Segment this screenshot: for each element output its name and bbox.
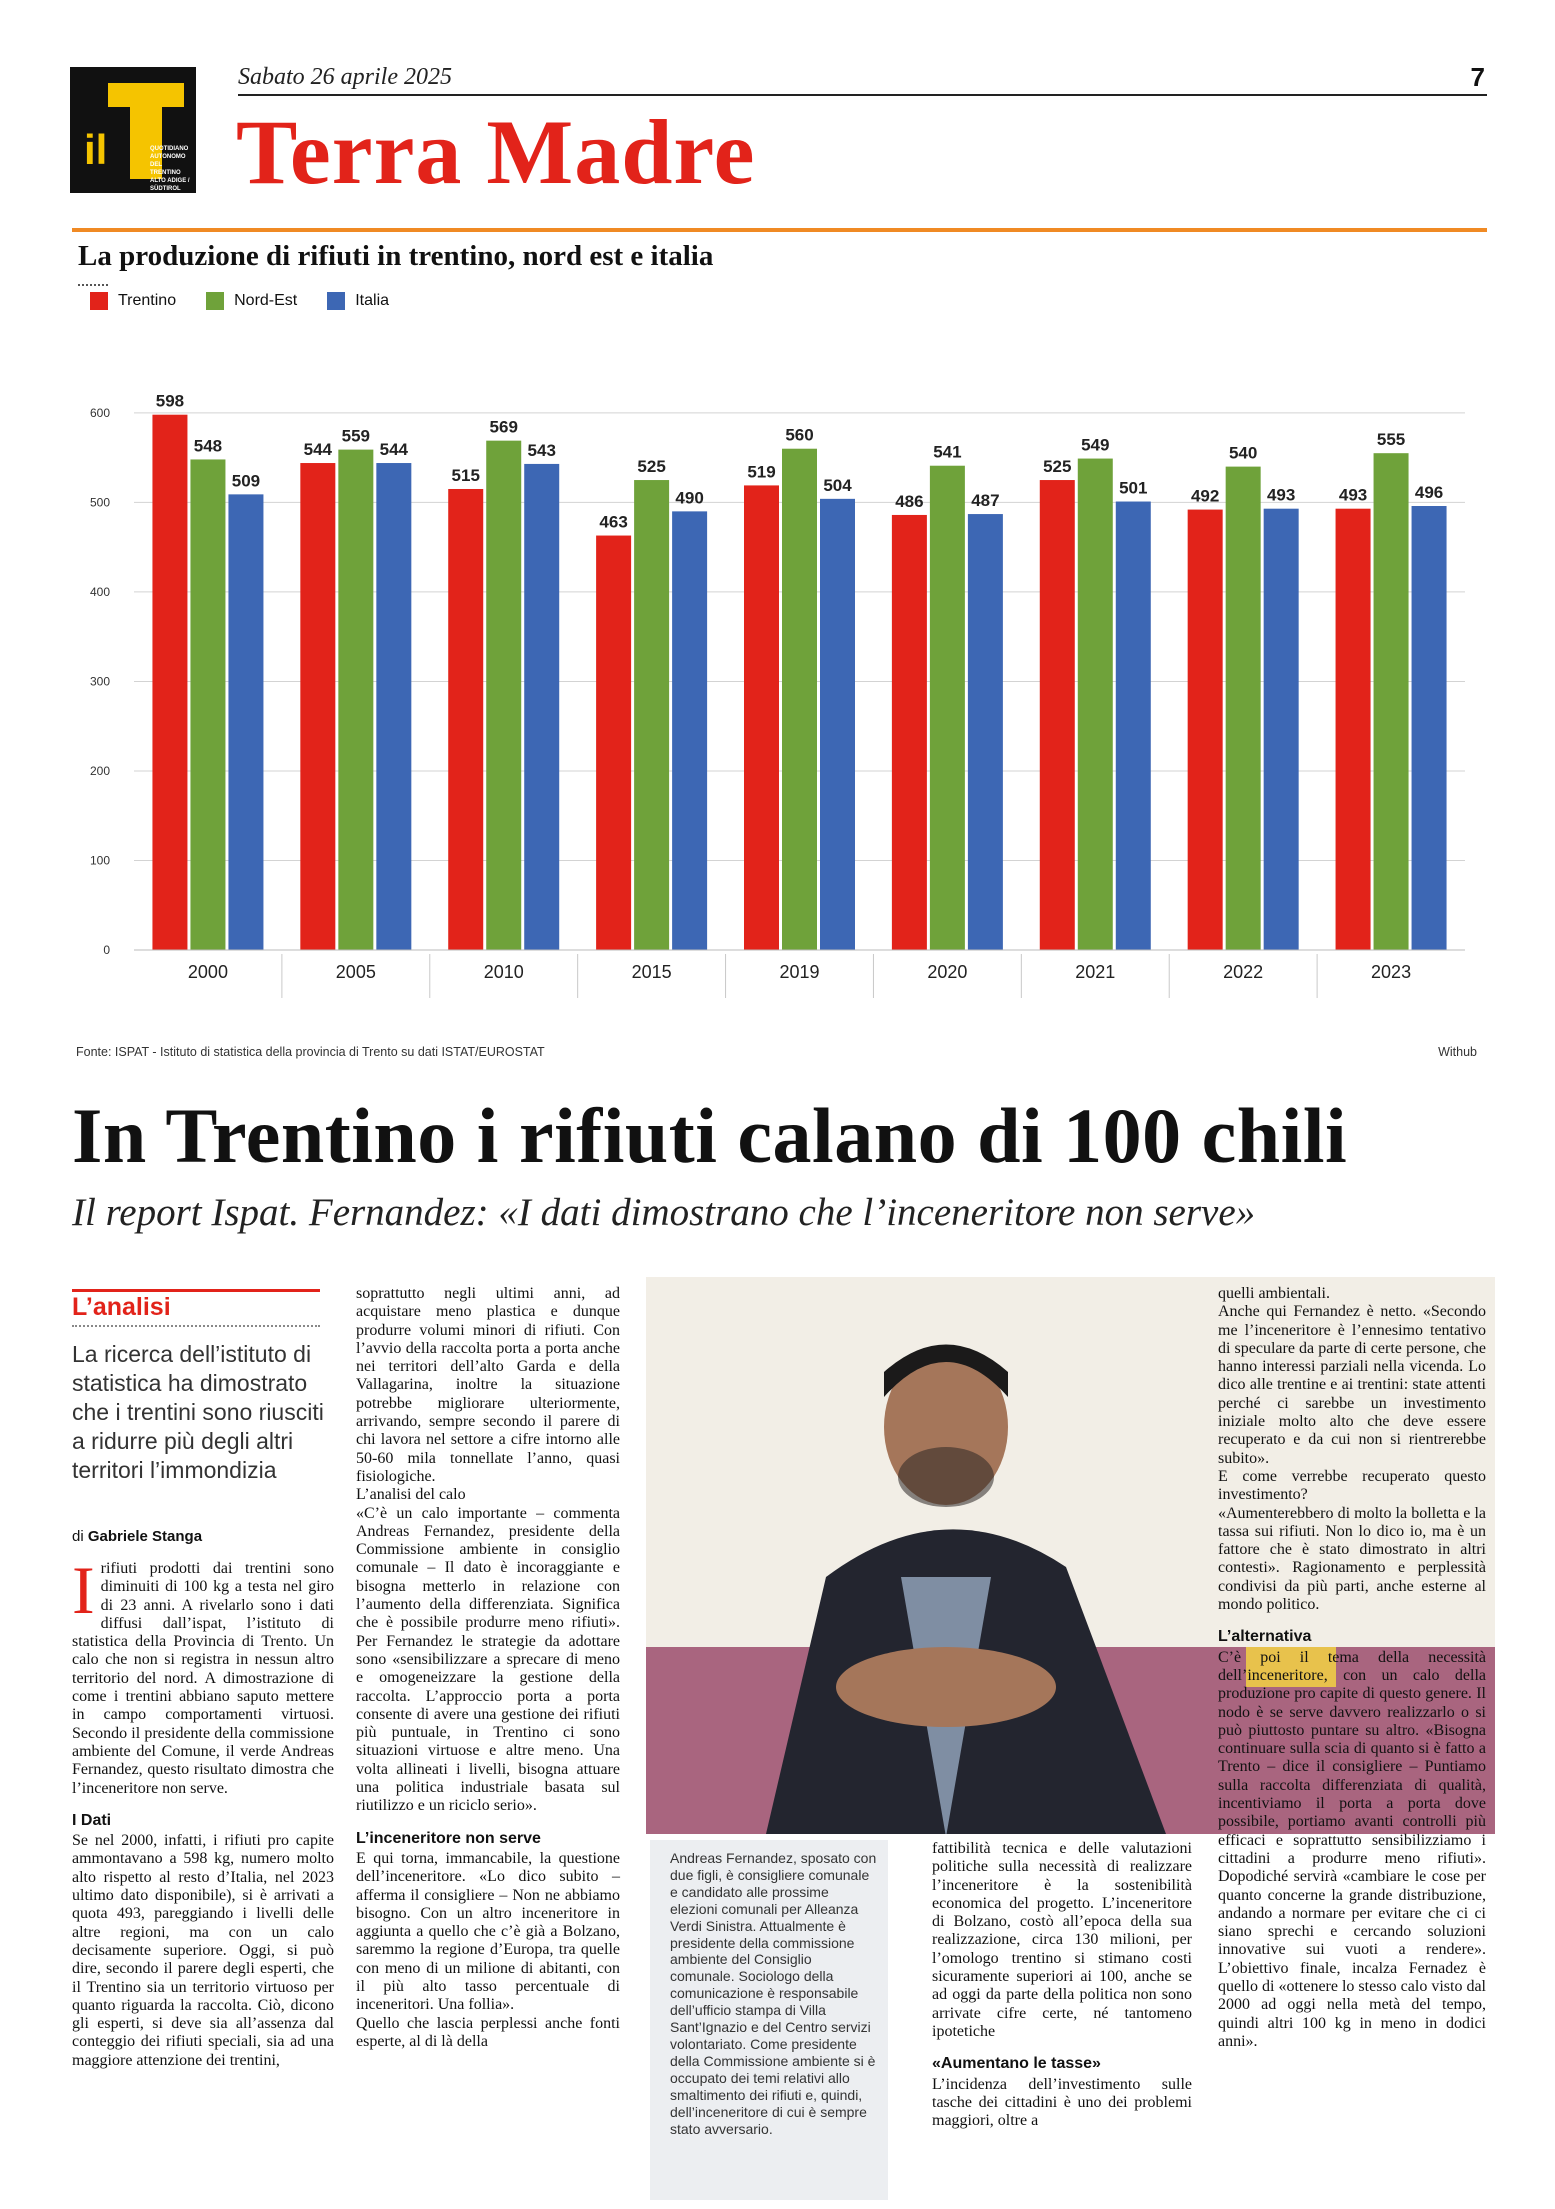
subheading: I Dati [72,1811,112,1829]
page-number: 7 [1470,62,1485,92]
bar-nord-est-2022 [1226,467,1261,950]
article-column-3 [932,1840,1192,2130]
data-label: 541 [933,442,962,462]
bar-nord-est-2021 [1078,459,1113,950]
data-label: 515 [451,465,480,485]
y-tick-label: 100 [89,853,110,868]
x-tick-label: 2005 [335,962,376,982]
bar-nord-est-2023 [1374,453,1409,950]
paragraph: Anche qui Fernandez è netto. «Secondo me l’inceneritore è l’ennesimo tentativo di speculare da parte di certe persone, che hanno interessi parziali nella vicenda. Lo dico alle trentine e ai trentini: state attenti perché ci sarebbe un investimento iniziale molto alto che deve essere recuperato e da cui non si rientrerebbe subito». [1218,1303,1486,1467]
legend-item-trentino [90,292,176,310]
data-label: 501 [1119,478,1148,498]
bar-nord-est-2015 [634,480,669,950]
analisi-rule [72,1289,320,1292]
x-tick-label: 2019 [779,962,820,982]
data-label: 549 [1081,435,1110,455]
subheading: L’inceneritore non serve [356,1829,541,1847]
x-tick-label: 2023 [1371,962,1412,982]
bar-nord-est-2000 [190,459,225,950]
paragraph: E qui torna, immancabile, la questione dell’inceneritore. «Lo dico subito – afferma il consigliere – Non ne abbiamo bisogno. Con un altro inceneritore in aggiunta a quello che c’è già a Bolzano, saremmo la regione d’Europa, tra quelle con meno di un milione di abitanti, con il più alto tasso percentuale di inceneritori. Una follia». [356,1849,620,2014]
data-label: 490 [675,488,704,508]
data-label: 492 [1190,486,1220,506]
data-label: 487 [971,491,1000,511]
logo-il: il [84,126,108,173]
headline: In Trentino i rifiuti calano di 100 chili [72,1092,1348,1179]
data-label: 544 [379,440,409,460]
paragraph: L’incidenza dell’investimento sulle tasche dei cittadini è uno dei problemi maggiori, oltre a [932,2075,1192,2130]
dotted-divider [78,284,108,286]
data-label: 519 [747,462,776,482]
paragraph: quelli ambientali. [1218,1285,1330,1302]
byline [72,1528,202,1545]
newspaper-logo [70,67,196,193]
data-label: 493 [1266,485,1296,505]
article-column-1 [72,1552,334,2070]
subheading: «Aumentano le tasse» [932,2055,1101,2073]
bar-nord-est-2019 [782,449,817,950]
data-label: 540 [1228,443,1258,463]
legend-label: Nord-Est [234,292,298,309]
paragraph: Se nel 2000, infatti, i rifiuti pro capite ammontavano a 598 kg, numero molto alto rispetto al resto d’Italia, nel 2023 ultimo dato disponibile), si è arrivati a quota 493, pareggiando i livelli delle altre regioni, ma con un calo decisamente superiore. Oggi, si può dire, secondo il parere degli esperti, che il Trentino sia un territorio virtuoso per quanto riguarda la raccolta. Ciò, dicono gli esperti, si deve sia all’assenza dal conteggio dei rifiuti speciali, sia ad una maggiore attenzione dei trentini, [72,1832,334,2069]
x-tick-label: 2000 [187,962,228,982]
chart-source: Fonte: ISPAT - Istituto di statistica della provincia di Trento su dati ISTAT/EUROSTAT [76,1045,545,1059]
analisi-label: L’analisi [72,1293,171,1321]
bar-trentino-2000 [152,415,187,950]
data-label: 525 [637,457,666,477]
data-label: 543 [527,440,556,460]
data-label: 486 [895,491,924,511]
bar-nord-est-2005 [338,450,373,950]
data-label: 496 [1414,483,1444,502]
bar-italia-2023 [1412,506,1447,950]
bar-nord-est-2020 [930,466,965,950]
legend-item-nord-est [206,292,297,310]
bar-trentino-2005 [300,463,335,950]
bar-trentino-2021 [1040,480,1075,950]
bar-italia-2015 [672,511,707,950]
paragraph: L’analisi del calo [356,1486,466,1504]
paragraph: soprattutto negli ultimi anni, ad acquistare meno plastica e dunque produrre volumi minori di rifiuti. Con l’avvio della raccolta porta a porta anche nei territori dell’alto Garda e della Vallagarina, inoltre la situazione potrebbe migliorare ulteriormente, arrivando, sempre secondo il parere di chi lavora nel settore a cifre intorno alle 50-60 mila tonnellate l’anno, quasi fisiologiche. [356,1285,620,1485]
section-title: Terra Madre [236,101,756,203]
bar-italia-2000 [228,494,263,950]
bar-nord-est-2010 [486,441,521,950]
byline-author: Gabriele Stanga [87,1528,203,1545]
orange-divider [72,228,1487,232]
paragraph: fattibilità tecnica e delle valutazioni politiche sulla necessità di realizzare l’inceneritore è la sostenibilità economica del progetto. L’inceneritore di Bolzano, costò all’epoca della sua realizzazione, circa 130 milioni, per l’omologo trentino si stimano costi sicuramente superiori ai 100, anche se ad oggi da parte della politica non sono arrivate cifre certe, né tantomeno ipotetiche [932,1840,1192,2040]
legend-swatch [206,292,224,310]
bar-italia-2010 [524,464,559,950]
paragraph: Quello che lascia perplessi anche fonti esperte, al di là della [356,2014,620,2050]
chart-title: La produzione di rifiuti in trentino, nord est e italia [78,240,714,272]
bar-italia-2019 [820,499,855,950]
bar-trentino-2019 [744,485,779,950]
bar-italia-2020 [968,514,1003,950]
legend-item-italia [327,292,389,310]
data-label: 544 [303,440,333,460]
bar-chart [70,360,1490,1000]
analisi-summary: La ricerca dell’istituto di statistica ha dimostrato che i trentini sono riusciti a ridurre più degli altri territori l’immondizia [72,1341,324,1483]
paragraph: «Aumenterebbero di molto la bolletta e la tassa sui rifiuti. Non lo dico io, ma è un fattore che è stato dimostrato in altri contesti». Ragionamento e perplessità condivisi da più parti, anche esterne al mondo politico. [1218,1504,1486,1614]
article-column-2 [356,1285,620,2051]
bar-trentino-2023 [1336,509,1371,950]
paragraph: «C’è un calo importante – commenta Andreas Fernandez, presidente della Commissione ambiente in consiglio comunale – Il dato è incoraggiante e bisogna metterlo in relazione con l’aumento della differenziata. Significa che è possibile produrre meno rifiuti». Per Fernandez le strategie da adottare sono «sensibilizzare a sprecare di meno e omogeneizzare la gestione della raccolta. L’approccio porta a porta consente di avere una gestione dei rifiuti più puntuale, in Trentino ci sono situazioni virtuose e altre meno. Una volta allineati i livelli, bisogna attuare una politica industriale basata sul riutilizzo e un riciclo serio». [356,1504,620,1815]
x-tick-label: 2010 [483,962,524,982]
data-label: 598 [155,391,185,411]
y-tick-label: 400 [89,584,110,599]
data-label: 560 [785,425,814,445]
data-label: 504 [823,475,852,495]
y-tick-label: 0 [103,943,110,957]
paragraph: rifiuti prodotti dai trentini sono diminuiti di 100 kg a testa nel giro di 23 anni. A rivelarlo sono i dati diffusi dall’ispat, l’istituto di statistica della Provincia di Trento. Un calo che non si registra in nessun altro territorio del nord. A dimostrazione di come i trentini abbiano saputo mettere in campo comportamenti virtuosi. Secondo il presidente della commissione ambiente del Comune, il verde Andreas Fernandez, questo risultato dimostra che l’inceneritore non serve. [72,1560,334,1797]
bar-trentino-2020 [892,515,927,950]
subheadline: Il report Ispat. Fernandez: «I dati dimostrano che l’inceneritore non serve» [72,1191,1256,1234]
data-label: 509 [231,471,261,491]
paragraph: E come verrebbe recuperato questo investimento? [1218,1467,1486,1504]
subheading: L’alternativa [1218,1628,1312,1646]
x-tick-label: 2021 [1075,962,1116,982]
bar-italia-2021 [1116,502,1151,950]
data-label: 548 [193,436,223,456]
paragraph: C’è poi il tema della necessità dell’inceneritore, con un calo della produzione pro capite di questo genere. Il nodo è se serve davvero realizzarlo o si può piuttosto puntare su altro. «Bisogna continuare sulla scia di quanto si è fatto a Trento – dice il consigliere – Puntiamo sulla raccolta differenziata di qualità, incentiviamo il porta a porta dove possibile, portiamo avanti controlli più efficaci e soprattutto sensibilizziamo i cittadini a produrre meno rifiuti». Dopodiché servirà «cambiare le cose per quanto concerne la grande distribuzione, andando a normare per evitare che ci ci siano sprechi e cercando soluzioni innovative sui vuoti a rendere». L’obiettivo finale, incalza Fernadez è quello di «ottenere lo stesso calo visto dal 2000 ad oggi nella metà del tempo, quindi altri 100 kg in meno in dodici anni». [1218,1648,1486,2050]
data-label: 525 [1043,457,1072,477]
article-column-4 [1218,1285,1486,2051]
byline-prefix: di [72,1528,84,1545]
y-tick-label: 500 [89,495,110,510]
dotted-divider [72,1325,320,1327]
y-tick-label: 200 [89,763,110,778]
photo-caption: Andreas Fernandez, sposato con due figli, è consigliere comunale e candidato alle prossime elezioni comunali per Alleanza Verdi Sinistra. Attualmente è presidente della commissione ambiente del Consiglio comunale. Sociologo della comunicazione è responsabile dell’ufficio stampa di Villa Sant’Ignazio e del Centro servizi volontariato. Come presidente della Commissione ambiente si è occupato dei temi relativi allo smaltimento dei rifiuti e, quindi, dell’inceneritore di cui è sempre stato avversario. [650,1840,888,2200]
y-tick-label: 300 [89,674,110,689]
data-label: 493 [1338,485,1368,505]
bar-trentino-2015 [596,536,631,950]
x-tick-label: 2022 [1223,962,1264,982]
data-label: 463 [599,512,628,532]
chart-legend [90,292,389,310]
issue-date: Sabato 26 aprile 2025 [238,64,452,90]
drop-cap: I [72,1552,95,1628]
bar-italia-2022 [1264,509,1299,950]
x-tick-label: 2015 [631,962,672,982]
x-tick-label: 2020 [927,962,968,982]
chart-credit: Withub [1438,1045,1477,1059]
bar-trentino-2022 [1188,510,1223,950]
data-label: 569 [489,417,518,437]
data-label: 555 [1376,430,1406,450]
legend-swatch [90,292,108,310]
logo-subtext: QUOTIDIANO AUTONOMO DEL TRENTINO ALTO ADIGE / SÜDTIROL [150,146,190,192]
legend-label: Italia [355,292,390,309]
bar-italia-2005 [376,463,411,950]
header-rule [238,94,1487,96]
legend-swatch [327,292,345,310]
legend-label: Trentino [118,292,177,309]
y-tick-label: 600 [89,405,110,420]
data-label: 559 [341,426,371,446]
bar-trentino-2010 [448,489,483,950]
